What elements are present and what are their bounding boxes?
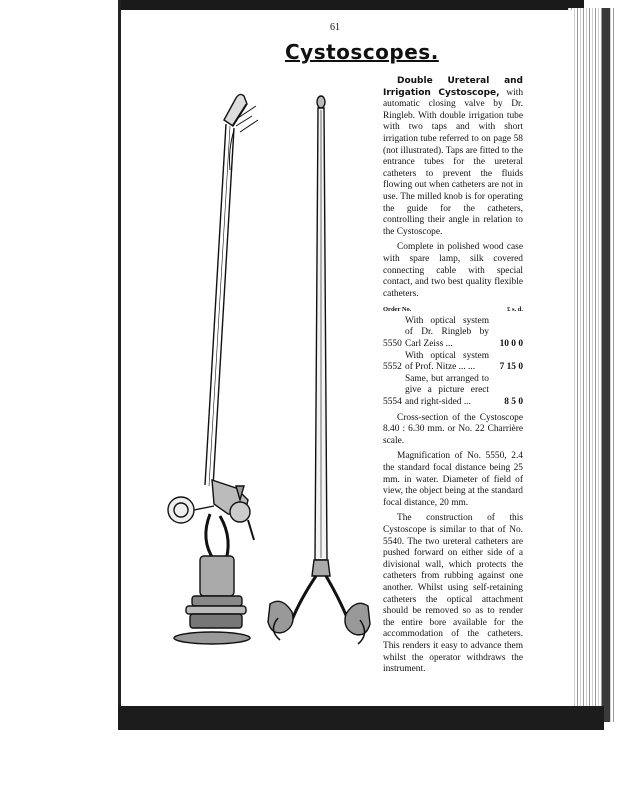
description-column	[383, 76, 523, 676]
order-price: 10 0 0	[499, 339, 523, 350]
order-number: 5552	[383, 362, 402, 373]
order-row	[383, 316, 523, 351]
cystoscope-right-illustration	[268, 96, 370, 644]
currency-heading: £ s. d.	[507, 306, 523, 314]
complete-set-text: Complete in polished wood case with spare lamp, silk covered connecting cable with special contact, and two best quality flexible catheters.	[383, 242, 523, 299]
order-description: Same, but arranged to give a picture erect and right-sided ...	[405, 373, 489, 408]
magnification-text: Magnification of No. 5550, 2.4 the standard focal distance being 25 mm. in water. Diameter of field of view, the object being at the standard focal distance, 20 mm.	[383, 451, 523, 508]
order-description: With optical system of Prof. Nitze ... ...	[405, 350, 489, 373]
cross-section-text: Cross-section of the Cystoscope 8.40 : 6.30 mm. or No. 22 Charrière scale.	[383, 412, 523, 446]
order-row	[383, 374, 523, 409]
product-heading: Double Ureteral and Irrigation Cystoscope,	[383, 76, 523, 98]
order-number: 5550	[383, 339, 402, 350]
cystoscope-left-illustration	[168, 94, 258, 644]
product-description: with automatic closing valve by Dr. Ringleb. With double irrigation tube with two taps and with short irrigation tube referred to on page 58 (not illustrated). Taps are fitted to the entrance tubes for the ureteral catheters to prevent the fluids flowing out when catheters are not in use. The milled knob is for operating the guide for the catheters, controlling their angle in relation to the Cystoscope.	[383, 87, 524, 237]
page-title: Cystoscopes.	[285, 40, 439, 64]
order-price: 8 5 0	[504, 397, 523, 408]
order-number-heading: Order No.	[383, 306, 412, 314]
order-description: With optical system of Dr. Ringleb by Carl Zeiss ...	[405, 315, 489, 350]
construction-text: The construction of this Cystoscope is similar to that of No. 5540. The two ureteral catheters are pushed forward on either side of a divisional wall, which protects the catheters from rubbing against one another. Whilst using self-retaining catheters the optical attachment should be removed so as to render the entire bore available for the accommodation of the catheters. This renders it easy to advance them whilst the operator withdraws the instrument.	[383, 513, 523, 675]
page-number: 61	[330, 22, 340, 33]
order-table-header	[383, 304, 523, 316]
order-row	[383, 351, 523, 374]
order-price: 7 15 0	[499, 362, 523, 373]
order-number: 5554	[383, 397, 402, 408]
